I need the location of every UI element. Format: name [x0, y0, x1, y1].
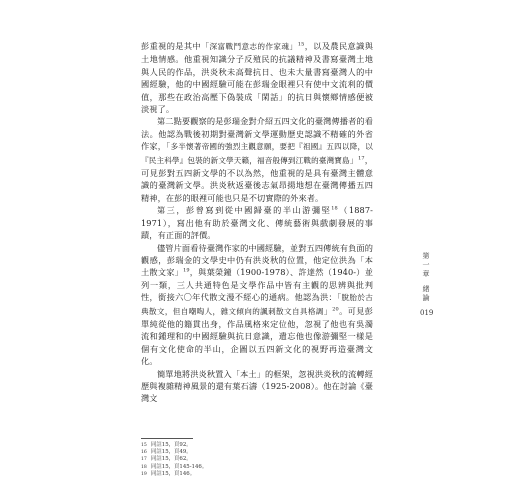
footnote-ref: 18 — [331, 205, 338, 212]
footnote-number: 19 — [141, 471, 147, 477]
footnotes-block — [141, 442, 341, 478]
footnote-text: 同註15，頁49。 — [151, 449, 192, 456]
paragraph-text: ，可見彭對五四新文學的不以為然，他重視的是具有臺灣主體意識的臺灣新文學。洪炎秋返臺後志氣昂揚地想在臺灣傳播五四精神，在彭的眼裡可能也只是不切實際的外來者。 — [141, 154, 373, 203]
quoted-text: 深富戰鬥意志的作家魂 — [209, 42, 290, 51]
quoted-text: 脫胎於古典散文，但自嘲啕人，雜文傾向的諷刺散文自具格調 — [141, 293, 373, 316]
footnote-ref: 20 — [332, 305, 339, 312]
footnote-number: 15 — [141, 443, 147, 448]
paragraph-text: 儘管片面看待臺灣作家的中國經驗，並對五四傳統有負面的觀感，彭瑞金的文學史中仍有洪炎秋的位置，他定位洪為「本土散文家」 — [141, 242, 373, 278]
paragraph-text: 簡單地將洪炎秋置入「本土」的框架，忽視洪炎秋的流轉經歷與複雜精神風景的還有葉石濤（1925-2008）。他在討論《臺灣文 — [141, 368, 373, 404]
section-label: 緒論 — [422, 285, 430, 302]
footnote-number: 17 — [141, 457, 147, 463]
paragraph — [141, 40, 373, 115]
footnote-text: 同註15，頁146。 — [151, 470, 196, 477]
paragraph-text: 第二點要觀察的是彭瑞金對介紹五四文化的臺灣傳播者的看法。他認為戰後初期對臺灣新文學運動歷史認識不精確的外省作家，「 — [141, 116, 373, 152]
footnote-item — [141, 471, 341, 478]
paragraph-text: 」 — [289, 41, 298, 51]
paragraph-text: ，與葉榮鐘（1900-1978）、許達然（1940-）並列一類，三人共通特色是文學作品中皆有主觀的思辨與批判性，銜接六〇年代散文漫不經心的通病。他認為洪：「 — [141, 267, 373, 303]
paragraph-text: 。可見彭單純從他的籍貫出身，作品風格來定位他，忽視了他也有吳濁流和鍾理和的中國經驗與抗日意識，遺忘他也像游彌堅一樣是個有文化使命的半山，企圖以五四新文化的視野再造臺灣文化。 — [141, 305, 373, 367]
paragraph — [141, 204, 373, 241]
page-number: 019 — [420, 309, 434, 317]
chapter-label: 第一章 — [422, 252, 430, 278]
footnote-divider — [141, 438, 193, 439]
main-text-block — [141, 40, 373, 405]
footnote-text: 同註15，頁62。 — [151, 456, 192, 463]
paragraph-text: （1887-1971），寫出他有助於臺灣文化、傳統藝術與戲劇發展的事蹟，有正面的評價。 — [141, 205, 373, 241]
paragraph-text: 」 — [349, 154, 359, 165]
chapter-side-header — [420, 252, 432, 318]
paragraph — [141, 115, 373, 204]
footnote-text: 同註15，頁92。 — [151, 442, 192, 448]
paragraph-text: 彭重視的是其中「 — [141, 41, 210, 51]
paragraph-text: 第三，彭曾寫到從中國歸臺的半山游彌堅 — [157, 205, 332, 216]
footnote-number: 16 — [141, 450, 147, 456]
footnote-ref: 19 — [183, 267, 190, 274]
footnote-text: 同註15，頁145-146。 — [151, 463, 208, 470]
paragraph-text: ，以及農民意識與土地情感。他重視知識分子反殖民的抗議精神及書寫臺灣土地與人民的作品，洪炎秋未高聲抗日、也未大量書寫臺灣人的中國經驗，他的中國經驗可能在彭瑞金眼裡只有使中文流利的價值，那些在政治高壓下偽裝成「閑話」的抗日與懷鄉情感便被淡視了。 — [141, 41, 373, 115]
footnote-item — [141, 464, 341, 471]
footnote-ref: 15 — [297, 41, 305, 48]
paragraph — [141, 368, 373, 405]
quoted-text: 多半懷著帝國的強烈主觀意願，要把『祖國』五四以降，以『民主科學』包裝的新文學天籟，福音般傳到江戰的臺灣寶島 — [141, 142, 373, 165]
paragraph-text: 」 — [323, 305, 333, 316]
paragraph — [141, 242, 373, 368]
footnote-ref: 17 — [358, 154, 365, 161]
footnote-number: 18 — [141, 464, 147, 470]
footnote-item — [141, 456, 341, 463]
